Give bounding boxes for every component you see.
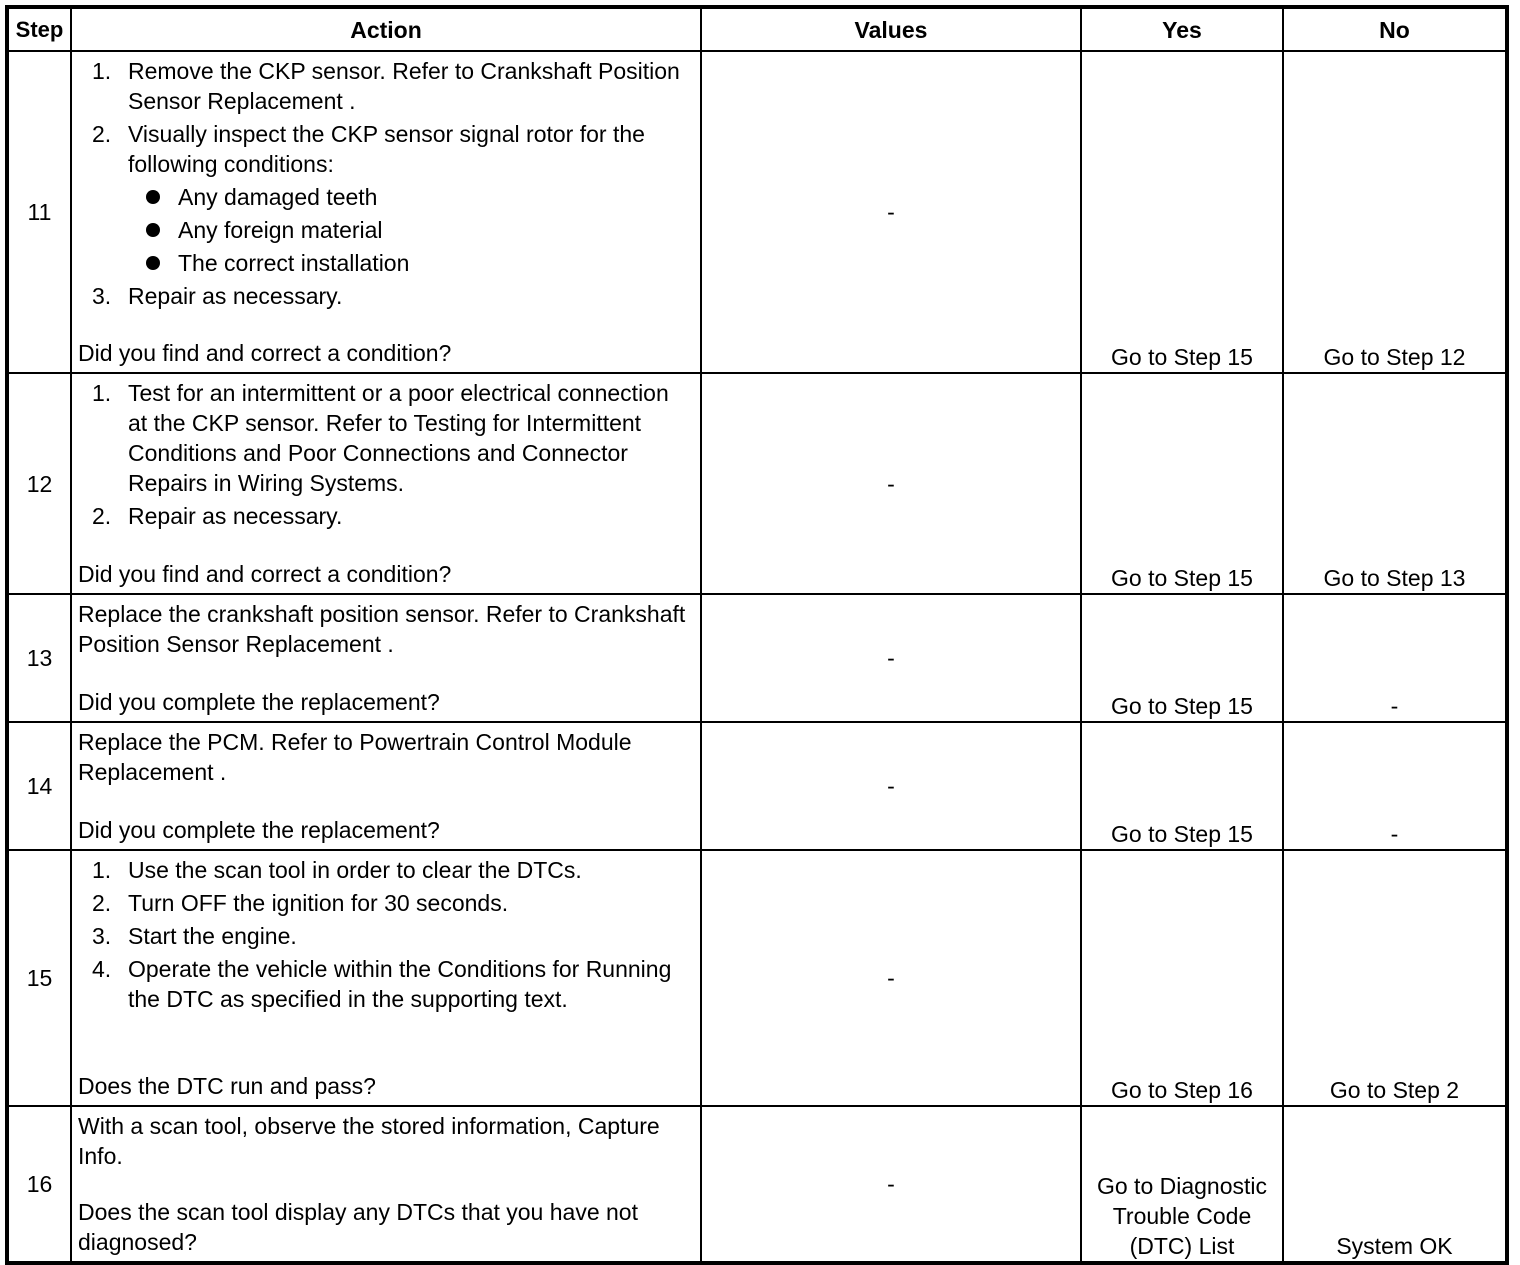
action-question: Does the scan tool display any DTCs that you have not diagnosed? (78, 1199, 638, 1255)
no-cell: Go to Step 13 (1283, 373, 1507, 594)
table-row (7, 1106, 1507, 1263)
action-question: Did you find and correct a condition? (78, 561, 452, 587)
no-cell: Go to Step 2 (1283, 850, 1507, 1106)
action-question: Did you complete the replacement? (78, 689, 440, 715)
values-cell: - (701, 722, 1081, 850)
table-row (7, 850, 1507, 1106)
header-action: Action (71, 7, 701, 51)
header-no: No (1283, 7, 1507, 51)
action-question: Does the DTC run and pass? (78, 1073, 376, 1099)
header-row (7, 7, 1507, 51)
no-cell: System OK (1283, 1106, 1507, 1263)
list-item: 1. Test for an intermittent or a poor electrical connection at the CKP sensor. Refer to Testing for Intermittent Conditions and Poor Connections and Connector Repairs in Wiring Systems. (92, 380, 669, 496)
bullet-item: Any foreign material (78, 215, 694, 245)
action-cell (71, 1106, 701, 1263)
table-row (7, 373, 1507, 594)
bullet-item: Any damaged teeth (78, 182, 694, 212)
list-item: 3. Start the engine. (92, 923, 297, 949)
no-cell: - (1283, 722, 1507, 850)
values-cell: - (701, 594, 1081, 722)
action-cell (71, 594, 701, 722)
list-item: 1. Use the scan tool in order to clear the DTCs. (92, 857, 582, 883)
values-cell: - (701, 51, 1081, 373)
header-values: Values (701, 7, 1081, 51)
list-item: 4. Operate the vehicle within the Conditions for Running the DTC as specified in the supporting text. (92, 956, 672, 1012)
table-row (7, 594, 1507, 722)
list-item: 2. Turn OFF the ignition for 30 seconds. (92, 890, 509, 916)
yes-cell: Go to Step 16 (1081, 850, 1283, 1106)
yes-cell: Go to Step 15 (1081, 373, 1283, 594)
action-text: With a scan tool, observe the stored information, Capture Info. (78, 1113, 660, 1169)
step-number: 15 (7, 850, 71, 1106)
action-cell (71, 51, 701, 373)
step-number: 13 (7, 594, 71, 722)
values-cell: - (701, 1106, 1081, 1263)
step-number: 12 (7, 373, 71, 594)
bullet-icon (146, 190, 160, 204)
step-number: 14 (7, 722, 71, 850)
action-cell (71, 850, 701, 1106)
no-cell: - (1283, 594, 1507, 722)
bullet-icon (146, 223, 160, 237)
list-item: 3. Repair as necessary. (92, 283, 343, 309)
table-row (7, 51, 1507, 373)
step-number: 11 (7, 51, 71, 373)
values-cell: - (701, 850, 1081, 1106)
action-text: Replace the crankshaft position sensor. Refer to Crankshaft Position Sensor Replacement . (78, 601, 686, 657)
action-question: Did you find and correct a condition? (78, 340, 452, 366)
table-row (7, 722, 1507, 850)
yes-cell: Go to Step 15 (1081, 722, 1283, 850)
diagnostic-table (5, 5, 1509, 1265)
header-yes: Yes (1081, 7, 1283, 51)
action-question: Did you complete the replacement? (78, 817, 440, 843)
step-number: 16 (7, 1106, 71, 1263)
bullet-item: The correct installation (78, 248, 694, 278)
list-item: 2. Visually inspect the CKP sensor signal rotor for the following conditions: (92, 121, 645, 177)
action-text: Replace the PCM. Refer to Powertrain Control Module Replacement . (78, 729, 632, 785)
yes-cell: Go to Diagnostic Trouble Code (DTC) List (1081, 1106, 1283, 1263)
action-cell (71, 373, 701, 594)
yes-cell: Go to Step 15 (1081, 51, 1283, 373)
list-item: 2. Repair as necessary. (92, 503, 343, 529)
values-cell: - (701, 373, 1081, 594)
header-step: Step (7, 7, 71, 51)
no-cell: Go to Step 12 (1283, 51, 1507, 373)
action-cell (71, 722, 701, 850)
list-item: 1. Remove the CKP sensor. Refer to Crankshaft Position Sensor Replacement . (92, 58, 680, 114)
yes-cell: Go to Step 15 (1081, 594, 1283, 722)
bullet-icon (146, 256, 160, 270)
